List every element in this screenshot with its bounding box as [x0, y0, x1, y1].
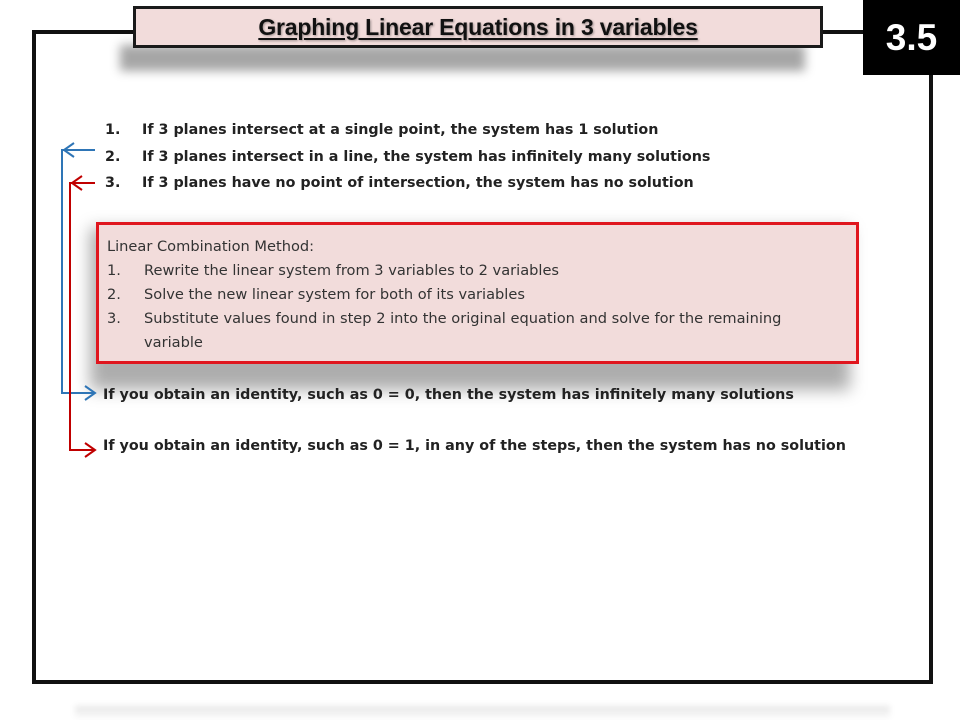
rule-number: 2. [105, 148, 121, 165]
rule-number: 1. [105, 122, 121, 138]
step-text: Substitute values found in step 2 into the original equation and solve for the remaining variable [144, 310, 782, 351]
rule-text: If 3 planes intersect in a line, the system has infinitely many solutions [142, 148, 711, 165]
blue-connector-arrow [62, 143, 95, 400]
identity-result-text: If you obtain an identity, such as 0 = 0, then the system has infinitely many solutions [103, 387, 794, 403]
rule-text: If 3 planes intersect at a single point, the system has 1 solution [142, 122, 659, 138]
contradiction-result-text: If you obtain an identity, such as 0 = 1, in any of the steps, then the system has no solution [103, 438, 846, 454]
page-title: Graphing Linear Equations in 3 variables [258, 13, 698, 40]
step-number: 3. [107, 310, 121, 327]
step-text: Solve the new linear system for both of its variables [144, 286, 525, 303]
step-number: 2. [107, 286, 121, 303]
red-connector-line [70, 183, 95, 450]
rule-text: If 3 planes have no point of intersection, the system has no solution [142, 175, 694, 191]
step-number: 1. [107, 262, 121, 279]
section-number: 3.5 [885, 16, 938, 58]
red-connector-arrow [70, 176, 95, 457]
rule-number: 3. [105, 175, 121, 191]
method-heading: Linear Combination Method: [107, 238, 315, 255]
step-text: Rewrite the linear system from 3 variables to 2 variables [144, 262, 560, 279]
